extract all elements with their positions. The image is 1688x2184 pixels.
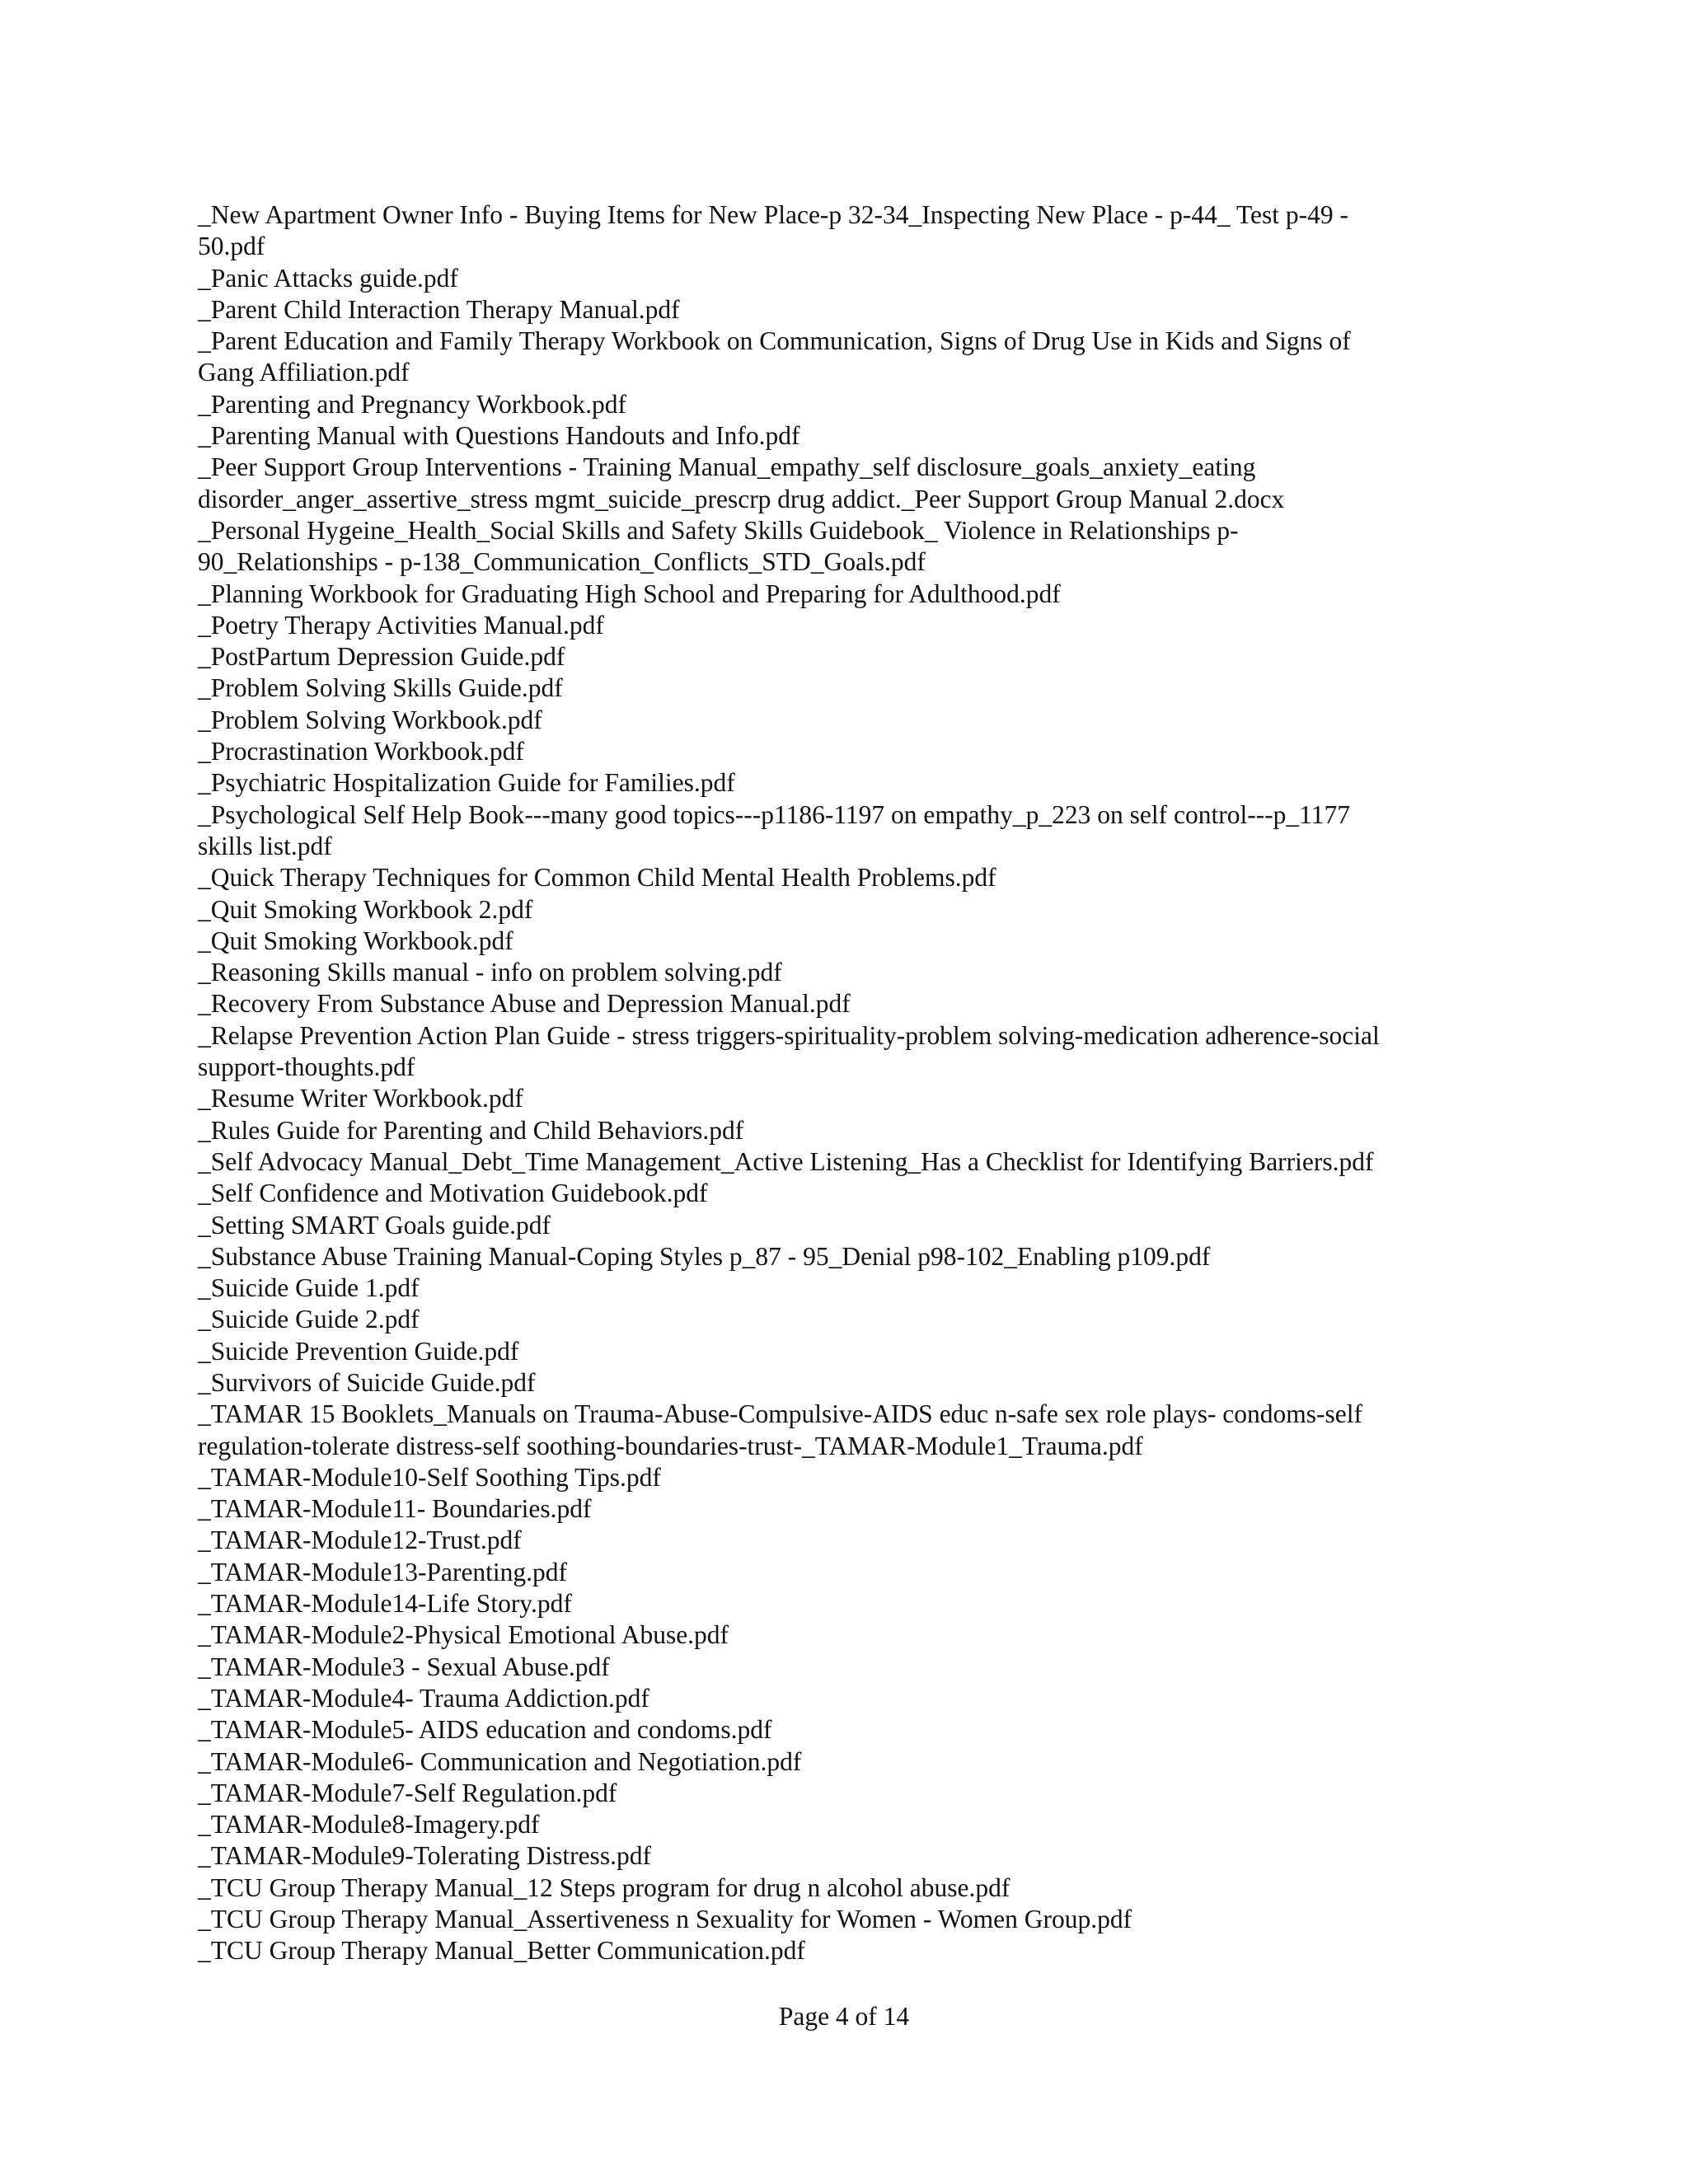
page-number: Page 4 of 14 [778, 2002, 910, 2031]
file-name-line: _Rules Guide for Parenting and Child Behaviors.pdf [198, 1115, 744, 1145]
file-name-line: _Problem Solving Skills Guide.pdf [198, 673, 563, 703]
file-name-line: _TAMAR-Module13-Parenting.pdf [198, 1557, 568, 1586]
file-list-item [198, 1619, 1459, 1651]
file-list-item [198, 988, 1459, 1019]
file-list-item [198, 579, 1459, 610]
file-name-line: _Quit Smoking Workbook 2.pdf [198, 894, 533, 924]
file-list-item [198, 1272, 1459, 1304]
file-list-item [198, 1083, 1459, 1114]
file-list-item [198, 894, 1459, 926]
file-name-line: _TAMAR-Module12-Trust.pdf [198, 1526, 522, 1555]
file-name-line: _TAMAR-Module11- Boundaries.pdf [198, 1494, 592, 1524]
file-list-item [198, 1746, 1459, 1778]
file-name-line: _Psychological Self Help Book---many good topics---p1186-1197 on empathy_p_223 on self control---p_1177 [198, 799, 1350, 829]
file-list-item [198, 1872, 1459, 1904]
file-list-item [198, 1778, 1459, 1809]
file-name-line: regulation-tolerate distress-self soothing-boundaries-trust-_TAMAR-Module1_Trauma.pdf [198, 1431, 1143, 1460]
file-list-item [198, 1557, 1459, 1588]
file-list-item [198, 1904, 1459, 1935]
file-name-line: _Quit Smoking Workbook.pdf [198, 926, 513, 955]
file-name-line: skills list.pdf [198, 831, 332, 860]
file-name-line: _Peer Support Group Interventions - Training Manual_empathy_self disclosure_goals_anxiety_eating [198, 452, 1256, 482]
file-name-line: _Survivors of Suicide Guide.pdf [198, 1367, 536, 1397]
file-list-item [198, 926, 1459, 957]
file-list-item [198, 199, 1459, 263]
file-name-line: _TAMAR-Module4- Trauma Addiction.pdf [198, 1683, 649, 1713]
file-name-line: _Psychiatric Hospitalization Guide for Families.pdf [198, 768, 735, 798]
file-list-item [198, 1304, 1459, 1335]
file-list-item [198, 1588, 1459, 1619]
file-list-item [198, 1146, 1459, 1178]
file-name-line: _TCU Group Therapy Manual_Better Communication.pdf [198, 1936, 805, 1966]
file-list-item [198, 1178, 1459, 1209]
file-list-item [198, 1241, 1459, 1272]
file-name-line: _Planning Workbook for Graduating High School and Preparing for Adulthood.pdf [198, 579, 1061, 608]
file-name-line: _Poetry Therapy Activities Manual.pdf [198, 610, 604, 640]
file-list-item [198, 1462, 1459, 1493]
file-name-line: _TAMAR-Module10-Self Soothing Tips.pdf [198, 1462, 661, 1492]
file-name-line: 50.pdf [198, 232, 265, 261]
file-name-line: _TAMAR-Module7-Self Regulation.pdf [198, 1778, 617, 1807]
file-list-item [198, 1652, 1459, 1683]
file-name-line: _Substance Abuse Training Manual-Coping Styles p_87 - 95_Denial p98-102_Enabling p109.pdf [198, 1241, 1211, 1271]
file-name-line: _Parent Child Interaction Therapy Manual.pdf [198, 294, 680, 324]
file-list-item [198, 767, 1459, 799]
file-name-line: _Suicide Guide 2.pdf [198, 1305, 420, 1334]
file-name-line: _Parent Education and Family Therapy Workbook on Communication, Signs of Drug Use in Kids and Signs of [198, 326, 1351, 356]
file-name-line: _Procrastination Workbook.pdf [198, 737, 524, 766]
file-list-item [198, 1714, 1459, 1746]
file-name-line: _TAMAR-Module6- Communication and Negotiation.pdf [198, 1746, 802, 1776]
file-name-line: _TCU Group Therapy Manual_12 Steps program for drug n alcohol abuse.pdf [198, 1872, 1010, 1902]
file-name-line: _Suicide Guide 1.pdf [198, 1273, 420, 1303]
file-list [198, 199, 1459, 1967]
file-list-item [198, 1809, 1459, 1840]
file-name-line: disorder_anger_assertive_stress mgmt_suicide_prescrp drug addict._Peer Support Group Manual 2.docx [198, 484, 1285, 513]
file-list-item [198, 1399, 1459, 1462]
file-list-item [198, 389, 1459, 420]
file-list-item [198, 1336, 1459, 1367]
file-name-line: _Quick Therapy Techniques for Common Child Mental Health Problems.pdf [198, 863, 996, 893]
file-list-item [198, 705, 1459, 736]
file-list-item [198, 1525, 1459, 1556]
file-list-item [198, 862, 1459, 893]
file-name-line: _PostPartum Depression Guide.pdf [198, 642, 565, 672]
file-list-item [198, 799, 1459, 863]
file-list-item [198, 1020, 1459, 1084]
file-name-line: _Parenting Manual with Questions Handouts and Info.pdf [198, 421, 800, 451]
file-list-item [198, 452, 1459, 515]
file-name-line: 90_Relationships - p-138_Communication_Conflicts_STD_Goals.pdf [198, 547, 926, 577]
file-list-item [198, 1367, 1459, 1399]
file-name-line: _TAMAR-Module8-Imagery.pdf [198, 1810, 540, 1840]
file-name-line: _TAMAR 15 Booklets_Manuals on Trauma-Abuse-Compulsive-AIDS educ n-safe sex role plays- condoms-self [198, 1399, 1363, 1429]
file-list-item [198, 1210, 1459, 1241]
file-list-item [198, 673, 1459, 704]
file-name-line: _TAMAR-Module2-Physical Emotional Abuse.pdf [198, 1620, 729, 1650]
file-name-line: _Parenting and Pregnancy Workbook.pdf [198, 389, 627, 419]
file-list-item [198, 420, 1459, 452]
file-name-line: _Personal Hygeine_Health_Social Skills and Safety Skills Guidebook_ Violence in Relationships p- [198, 515, 1239, 545]
file-list-item [198, 641, 1459, 673]
file-name-line: _Panic Attacks guide.pdf [198, 263, 458, 293]
file-name-line: _Self Advocacy Manual_Debt_Time Management_Active Listening_Has a Checklist for Identifying Barriers.pdf [198, 1146, 1374, 1176]
file-list-item [198, 294, 1459, 326]
file-name-line: _Problem Solving Workbook.pdf [198, 705, 542, 734]
file-name-line: _Resume Writer Workbook.pdf [198, 1084, 523, 1113]
file-name-line: _Suicide Prevention Guide.pdf [198, 1336, 519, 1366]
file-name-line: _Recovery From Substance Abuse and Depression Manual.pdf [198, 989, 851, 1019]
file-list-item [198, 1683, 1459, 1714]
file-name-line: _TAMAR-Module3 - Sexual Abuse.pdf [198, 1652, 610, 1681]
file-list-item [198, 1493, 1459, 1525]
file-name-line: _TAMAR-Module9-Tolerating Distress.pdf [198, 1841, 651, 1871]
file-list-item [198, 1840, 1459, 1872]
file-name-line: _Self Confidence and Motivation Guidebook.pdf [198, 1179, 708, 1208]
file-name-line: Gang Affiliation.pdf [198, 358, 410, 387]
file-name-line: _Relapse Prevention Action Plan Guide - stress triggers-spirituality-problem solving-medication adherence-social [198, 1020, 1380, 1050]
file-list-item [198, 736, 1459, 767]
file-list-item [198, 326, 1459, 389]
file-list-item [198, 957, 1459, 988]
file-name-line: support-thoughts.pdf [198, 1052, 415, 1082]
file-list-item [198, 515, 1459, 579]
file-list-item [198, 263, 1459, 294]
file-name-line: _New Apartment Owner Info - Buying Items for New Place-p 32-34_Inspecting New Place - p-44_ Test p-49 - [198, 200, 1348, 229]
file-list-item [198, 1935, 1459, 1966]
file-list-item [198, 1115, 1459, 1146]
file-list-item [198, 610, 1459, 641]
file-name-line: _Setting SMART Goals guide.pdf [198, 1210, 551, 1240]
file-name-line: _TAMAR-Module5- AIDS education and condoms.pdf [198, 1715, 772, 1745]
file-name-line: _TCU Group Therapy Manual_Assertiveness n Sexuality for Women - Women Group.pdf [198, 1905, 1132, 1934]
file-name-line: _Reasoning Skills manual - info on problem solving.pdf [198, 958, 782, 987]
file-name-line: _TAMAR-Module14-Life Story.pdf [198, 1589, 572, 1619]
